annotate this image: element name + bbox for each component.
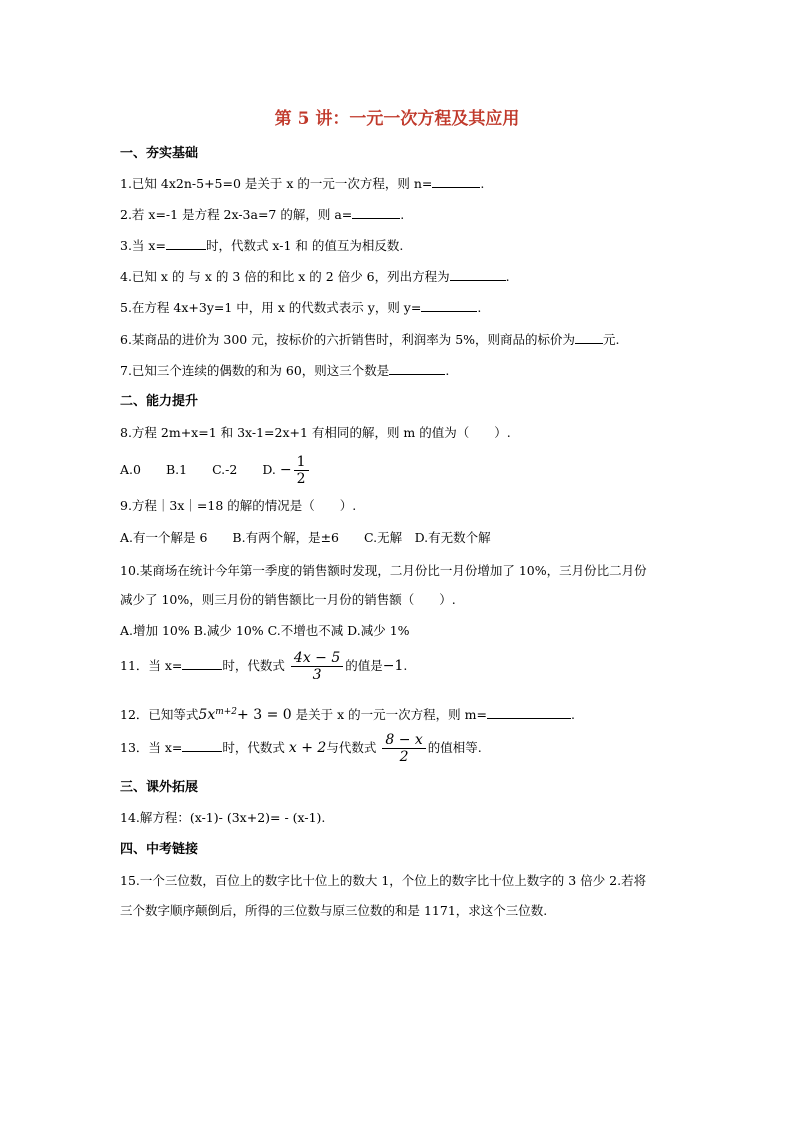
answer-blank[interactable] [166, 237, 206, 250]
answer-blank[interactable] [421, 299, 477, 312]
question-12: 12．已知等式$5x^{m+2}+ 3 = 0$ 是关于 x 的一元一次方程，则 m= . [120, 707, 575, 724]
question-3: 3.当 x= 时，代数式 x-1 和 的值互为相反数. [120, 238, 404, 253]
question-11: 11．当 x= 时，代数式 $\frac{4x - 5}{3}$ 的值是−1. [120, 650, 408, 683]
question-10-line-1: 10.某商场在统计今年第一季度的销售额时发现，二月份比一月份增加了 10%，三月份比二月份 [120, 563, 647, 578]
question-8: 8.方程 2m+x=1 和 3x-1=2x+1 有相同的解，则 m 的值为（ ）. [120, 425, 511, 440]
question-2: 2.若 x=-1 是方程 2x-3a=7 的解，则 a= . [120, 207, 405, 222]
answer-blank[interactable] [389, 362, 445, 375]
question-9-options: A.有一个解是 6 B.有两个解，是±6 C.无解 D.有无数个解 [120, 530, 491, 545]
answer-blank[interactable] [432, 175, 480, 188]
question-1: 1.已知 4x2n-5+5=0 是关于 x 的一元一次方程，则 n= . [120, 176, 485, 191]
answer-blank[interactable] [575, 331, 603, 344]
question-15-line-2: 三个数字顺序颠倒后，所得的三位数与原三位数的和是 1171，求这个三位数. [120, 903, 548, 918]
question-13: 13．当 x= 时，代数式 x + 2与代数式 $\frac{8 - x}{2}$ 的值相等. [120, 732, 482, 765]
answer-blank[interactable] [182, 657, 222, 670]
answer-blank[interactable] [487, 706, 571, 719]
answer-blank[interactable] [450, 268, 506, 281]
answer-blank[interactable] [182, 739, 222, 752]
question-5: 5.在方程 4x+3y=1 中，用 x 的代数式表示 y，则 y= . [120, 300, 482, 315]
question-10-options: A.增加 10% B.减少 10% C.不增也不减 D.减少 1% [120, 623, 410, 638]
question-8-options: A.0 B.1 C.-2 D. − $\frac{1}{2}$ [120, 454, 311, 487]
question-14: 14.解方程：(x-1)- (3x+2)= - (x-1). [120, 810, 326, 825]
section-heading-2: 二、能力提升 [120, 394, 199, 409]
fraction-4x-minus-5-over-3: $\frac{4x - 5}{3}$ [291, 650, 343, 683]
answer-blank[interactable] [352, 206, 400, 219]
question-10-line-2: 减少了 10%，则三月份的销售额比一月份的销售额（ ）. [120, 592, 456, 607]
question-15-line-1: 15.一个三位数，百位上的数字比十位上的数大 1，个位上的数字比十位上数字的 3 倍少 2.若将 [120, 873, 647, 888]
question-7: 7.已知三个连续的偶数的和为 60，则这三个数是 . [120, 363, 450, 378]
section-heading-1: 一、夯实基础 [120, 146, 199, 161]
question-4: 4.已知 x 的 与 x 的 3 倍的和比 x 的 2 倍少 6，列出方程为 . [120, 269, 510, 284]
minus-sign: − [279, 462, 292, 478]
section-heading-3: 三、课外拓展 [120, 780, 199, 795]
fraction-8-minus-x-over-2: $\frac{8 - x}{2}$ [382, 732, 425, 765]
question-6: 6.某商品的进价为 300 元，按标价的六折销售时，利润率为 5%，则商品的标价为 元. [120, 332, 620, 347]
fraction-one-half: $\frac{1}{2}$ [294, 454, 309, 487]
question-9: 9.方程｜3x｜=18 的解的情况是（ ）. [120, 498, 357, 513]
section-heading-4: 四、中考链接 [120, 842, 199, 857]
page-title: 第 5 讲：一元一次方程及其应用 [274, 109, 520, 129]
